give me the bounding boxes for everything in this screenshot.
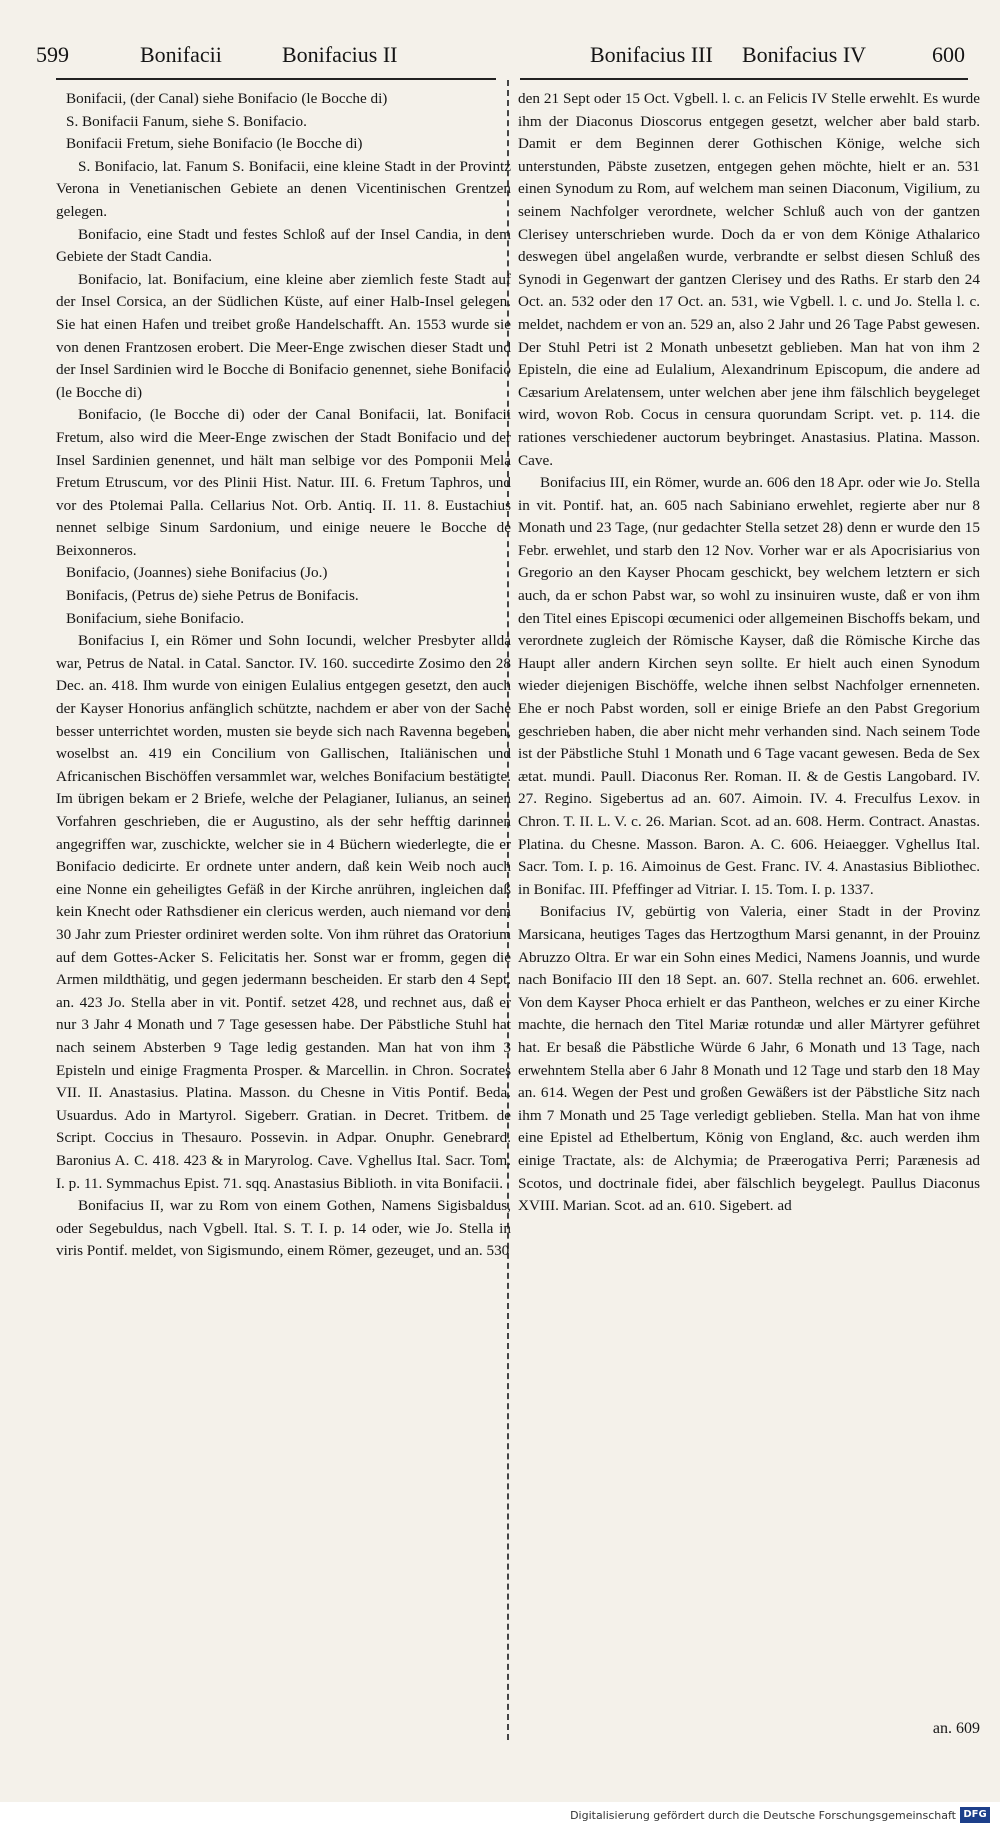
entry: Bonifacius IV, gebürtig von Valeria, einer Stadt in der Provinz Marsicana, heutiges Tages das Hertzogthum Marsi genannt, in der Prouinz Abruzzo Oltra. Er war ein Sohn eines Medici, Namens Joannis, und wurde nach Bonifacio III den 18 Sept. an. 607. Stella rechnet an. 606. erwehlet. Von dem Kayser Phoca erhielt er das Pantheon, welches er zu einer Kirche machte, die hernach den Titel Mariæ rotundæ und aller Märtyrer geführet hat. Er besaß die Päbstliche Würde 6 Jahr, 6 Monath und 13 Tage, nach erwehntem Stella aber 6 Jahr 8 Monath und 12 Tage und starb den 18 May an. 614. Wegen der Pest und großen Gewäßers ist der Päbstliche Sitz nach ihm 7 Monath und 25 Tage verledigt geblieben. Stella. Man hat von ihme eine Epistel ad Ethelbertum, König von England, &c. auch werden ihm einige Tractate, als: de Alchymia; de Præerogativa Perri; Parænesis ad Scotos, und doctrinale fidei, aber fälschlich beygelegt. Paullus Diaconus XVIII. Marian. Scot. ad an. 610. Sigebert. ad	[518, 903, 980, 1215]
catchword: an. 609	[932, 1720, 980, 1737]
running-head-left-2: Bonifacius II	[282, 42, 398, 67]
page-number-left: 599	[36, 42, 69, 67]
entry: Bonifacii, (der Canal) siehe Bonifacio (le Bocche di)	[66, 90, 388, 107]
entry: S. Bonifacii Fanum, siehe S. Bonifacio.	[66, 112, 307, 130]
header-rule-left	[56, 78, 496, 80]
footer	[0, 1802, 1000, 1830]
entry: Bonifacio, (Joannes) siehe Bonifacius (Jo.)	[66, 564, 328, 582]
footer-credit: Digitalisierung gefördert durch die Deutsche Forschungsgemeinschaft	[570, 1809, 956, 1822]
entry: Bonifacius II, war zu Rom von einem Gothen, Namens Sigisbaldus, oder Segebuldus, nach Vgbell. Ital. S. T. I. p. 14 oder, wie Jo. Stella in viris Pontif. meldet, von Sigismundo, einem Römer, gezeuget, und an. 530	[56, 1197, 511, 1260]
dfg-logo: DFG	[960, 1807, 990, 1823]
entry: Bonifacius III, ein Römer, wurde an. 606 den 18 Apr. oder wie Jo. Stella in vit. Pontif. hat, an. 605 nach Sabiniano erwehlet, regierte aber nur 8 Monath und 23 Tage, (nur gedachter Stella setzet 28) denn er wurde den 15 Febr. erwehlet, und starb den 12 Nov. Vorher war er als Apocrisiarius von Gregorio an den Kayser Phocam geschickt, bey welchem letztern er sich auch, da er schon Pabst war, so wohl zu insinuiren wuste, daß er von ihm den Titel eines Episcopi œcumenici oder allgemeinen Bischoffs bekam, und verordnete zugleich der Römische Kayser, daß die Römische Kirche das Haupt aller andern Kirchen seyn sollte. Er hielt auch einen Synodum wieder diejenigen Bischöffe, welche ihnen selbst Nachfolger ernenneten. Ehe er noch Pabst worden, soll er einige Briefe an den Pabst Gregorium geschrieben haben, die aber nicht mehr verhanden sind. Nach seinem Tode ist der Päbstliche Stuhl 1 Monath und 6 Tage vacant gewesen. Beda de Sex ætat. mundi. Paull. Diaconus Rer. Roman. II. & de Gestis Langobard. IV. 27. Regino. Sigebertus ad an. 607. Aimoin. IV. 4. Freculfus Lexov. in Chron. T. II. L. V. c. 26. Marian. Scot. ad an. 608. Herm. Contract. Anastas. Platina. du Chesne. Masson. Baron. A. C. 606. Heiaegger. Vghellus Ital. Sacr. Tom. I. p. 16. Aimoinus de Gest. Franc. IV. 4. Anastasius Bibliothec. in Bonifac. III. Pfeffinger ad Vitriar. I. 15. Tom. I. p. 1337.	[518, 474, 980, 898]
entry: Bonifacis, (Petrus de) siehe Petrus de Bonifacis.	[66, 587, 359, 605]
entry: Bonifacio, eine Stadt und festes Schloß auf der Insel Candia, in dem Gebiete der Stadt Candia.	[56, 225, 511, 266]
left-column	[56, 88, 511, 1263]
entry: S. Bonifacio, lat. Fanum S. Bonifacii, eine kleine Stadt in der Provintz Verona in Venetianischen Gebiete an denen Vicentinischen Grentzen gelegen.	[56, 157, 511, 220]
entry: Bonifacio, lat. Bonifacium, eine kleine aber ziemlich feste Stadt auf der Insel Corsica, an der Südlichen Küste, auf einer Halb-Insel gelegen. Sie hat einen Hafen und treibet große Handelschafft. An. 1553 wurde sie von denen Frantzosen erobert. Die Meer-Enge zwischen dieser Stadt und der Insel Sardinien wird le Bocche di Bonifacio genennet, siehe Bonifacio (le Bocche di)	[56, 270, 511, 401]
entry: Bonifacii Fretum, siehe Bonifacio (le Bocche di)	[66, 135, 363, 153]
entry: Bonifacium, siehe Bonifacio.	[66, 609, 244, 627]
entry: Bonifacio, (le Bocche di) oder der Canal Bonifacii, lat. Bonifacii Fretum, also wird die Meer-Enge zwischen der Stadt Bonifacio und der Insel Sardinien genennet, und hält man selbige vor des Pomponii Mela Fretum Etruscum, vor des Plinii Hist. Natur. III. 6. Fretum Taphros, und vor des Ptolemai Palla. Cellarius Not. Orb. Antiq. II. 11. 8. Eustachius nennet selbige Sinum Sardonium, und einige neuere le Bocche de Beixonneros.	[56, 406, 511, 559]
running-head-right-1: Bonifacius III	[590, 42, 713, 67]
header-rule-right	[520, 78, 968, 80]
entry: Bonifacius I, ein Römer und Sohn Iocundi, welcher Presbyter allda war, Petrus de Natal. in Catal. Sanctor. IV. 160. succedirte Zosimo den 28 Dec. an. 418. Ihm wurde von einigen Eulalius entgegen gesetzt, den auch der Kayser Honorius anfänglich schützte, nachdem er aber von der Sache besser unterrichtet worden, musten sie beyde sich nach Ravenna begeben, woselbst an. 419 ein Concilium von Gallischen, Italiänischen und Africanischen Bischöffen versammlet war, welches Bonifacium bestätigte. Im übrigen bekam er 2 Briefe, welche der Pelagianer, Iulianus, an seinen Vorfahren geschrieben, die er Augustino, als der sehr hefftig darinnen angegriffen war, zuschickte, welcher sie in 4 Büchern wiederlegte, die er Bonifacio dedicirte. Er ordnete unter andern, daß kein Weib noch auch eine Nonne ein geheiligtes Gefäß in der Kirche anrühren, ingleichen daß kein Knecht oder Rathsdiener ein clericus werden, auch niemand vor dem 30 Jahr zum Priester ordiniret werden solte. Von ihm rühret das Oratorium auf dem Gottes-Acker S. Felicitatis her. Sonst war er fromm, gegen die Armen mildthätig, und gegen jedermann bescheiden. Er starb den 4 Sept. an. 423 Jo. Stella aber in vit. Pontif. setzet 428, und rechnet aus, daß er nur 3 Jahr 4 Monath und 7 Tage gesessen habe. Der Päbstliche Stuhl hat nach seinem Absterben 9 Tage ledig gestanden. Man hat von ihm 3 Episteln und einige Fragmenta Prosper. & Marcellin. in Chron. Socrates VII. II. Anastasius. Platina. Masson. du Chesne in Vitis Pontif. Beda. Usuardus. Ado in Martyrol. Sigeberr. Gratian. in Decret. Tritbem. de Script. Coccius in Thesauro. Possevin. in Adpar. Onuphr. Genebrard. Baronius A. C. 418. 423 & in Maryrolog. Cave. Vghellus Ital. Sacr. Tom. I. p. 11. Symmachus Epist. 71. sqq. Anastasius Biblioth. in vita Bonifacii.	[56, 632, 511, 1192]
running-head-right-2: Bonifacius IV	[742, 42, 867, 67]
page-number-right: 600	[932, 42, 965, 67]
right-column	[518, 88, 980, 1218]
entry: den 21 Sept oder 15 Oct. Vgbell. l. c. an Felicis IV Stelle erwehlt. Es wurde ihm der Diaconus Dioscorus entgegen gesetzt, welcher aber bald starb. Damit er dem Beginnen derer Gothischen Könige, welche sich unterstunden, Päbste zusetzen, entgegen gehen möchte, hielt er an. 531 einen Synodum zu Rom, auf welchem man seinen Diaconum, Vigilium, zu seinem Nachfolger verordnete, welcher Schluß auch von der gantzen Clerisey unterschrieben wurde. Doch da er von dem Könige Athalarico deswegen übel angelaßen wurde, verbrandte er selbst diesen Schluß des Synodi in Gegenwart der gantzen Clerisey und des Raths. Er starb den 24 Oct. an. 532 oder den 17 Oct. an. 531, wie Vgbell. l. c. und Jo. Stella l. c. meldet, nachdem er von an. 529 an, also 2 Jahr und 26 Tage Pabst gewesen. Der Stuhl Petri ist 2 Monath unbesetzt geblieben. Man hat von ihm 2 Episteln, die eine ad Eulalium, Alexandrinum Episcopum, die andere ad Cæsarium Arelatensem, unter welchen aber jene ihm fälschlich beygeleget wird, wovon Rob. Cocus in censura quorundam Script. vet. p. 114. die rationes verschiedener auctorum beybringet. Anastasius. Platina. Masson. Cave.	[518, 90, 980, 469]
running-head-left-1: Bonifacii	[140, 42, 222, 67]
